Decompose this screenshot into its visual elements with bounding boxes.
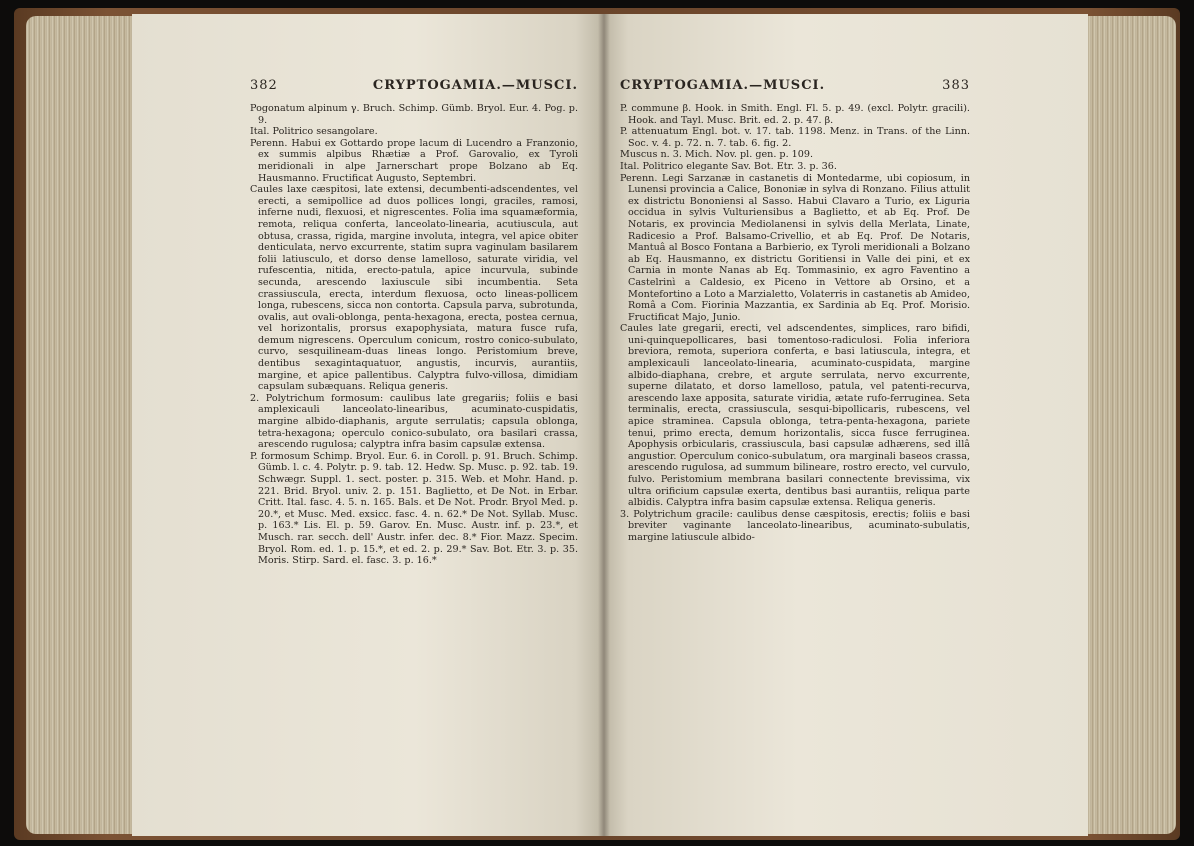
paragraph: Pogonatum alpinum γ. Bruch. Schimp. Gümb. Bryol. Eur. 4. Pog. p. 9. — [250, 103, 578, 126]
left-running-head — [250, 78, 578, 93]
right-body-text — [620, 103, 970, 544]
paragraph: Perenn. Legi Sarzanæ in castanetis di Montedarme, ubi copiosum, in Lunensi provincia a Calice, Bononiæ in sylva di Ronzano. Filius attulit ex districtu Bononiensi al Sasso. Habui Clavaro a Turio, ex Liguria occidua in sylvis Vulturiensibus a Baglietto, et ab Eq. Prof. De Notaris, ex provincia Mediolanensi in sylvis della Merlata, Linate, Radicesio a Prof. Balsamo-Crivellio, et ab Eq. Prof. De Notaris, Mantuâ al Bosco Fontana a Barbierio, ex Tyroli meridionali a Bolzano ab Eq. Hausmanno, ex districtu Goritiensi in Valle dei pini, et ex Carnia in monte Nanas ab Eq. Tommasinio, ex agro Faventino a Castelrinì a Caldesio, ex Piceno in Vettore ab Orsino, et a Montefortino a Loto a Marzialetto, Volaterris in castanetis ab Amideo, Româ a Com. Fiorinia Mazzantia, ex Sardinia ab Eq. Prof. Morisio. Fructificat Majo, Junio. — [620, 172, 970, 323]
left-body-text — [250, 103, 578, 567]
paragraph: Ital. Politrico sesangolare. — [250, 126, 378, 138]
right-page-number: 383 — [942, 78, 970, 93]
paragraph: 3. Polytrichum gracile: caulibus dense cæspitosis, erectis; foliis e basi breviter vaginante lanceolato-linearibus, acuminato-subulatis, margine latiuscule albido- — [620, 508, 970, 543]
paragraph: P. commune β. Hook. in Smith. Engl. Fl. 5. p. 49. (excl. Polytr. gracili). Hook. and Tayl. Musc. Brit. ed. 2. p. 47. β. — [620, 103, 970, 126]
right-page — [604, 14, 1088, 836]
page-edges-left — [26, 16, 138, 834]
page-edges-right — [1086, 16, 1176, 834]
paragraph: 2. Polytrichum formosum: caulibus late gregariis; foliis e basi amplexicauli lanceolato-linearibus, acuminato-cuspidatis, margine albido-diaphanis, argute serrulatis; capsula oblonga, tetra-hexagona; operculo conico-subulato, ora basilari crassa, arescendo rugulosa; calyptra infra basim capsulæ extensa. — [250, 392, 578, 451]
right-running-title: CRYPTOGAMIA.—MUSCI. — [620, 78, 826, 93]
paragraph: Caules laxe cæspitosi, late extensi, decumbenti-adscendentes, vel erecti, a semipollice ad duos pollices longi, graciles, ramosi, inferne nudi, flexuosi, et nigrescentes. Folia ima squamæformia, remota, reliqua conferta, lanceolato-linearia, acutiuscula, aut obtusa, crassa, rigida, margine involuta, integra, vel apice obiter denticulata, nervo excurrente, statim supra vaginulam basilarem folii latiusculo, et dorso dense lamelloso, saturate viridia, vel rufescentia, nitida, erecto-patula, apice incurvula, subinde secunda, arescendo laxiuscule sibi incumbentia. Seta crassiuscula, erecta, interdum flexuosa, octo lineas-pollicem longa, rubescens, sicca non contorta. Capsula parva, subrotunda, ovalis, aut ovali-oblonga, penta-hexagona, erecta, postea cernua, vel horizontalis, prorsus exapophysiata, matura fusce rufa, demum nigrescens. Operculum conicum, rostro conico-subulato, curvo, sesquilineam-duas lineas longo. Peristomium breve, dentibus sexagintaquatuor, angustis, incurvis, aurantiis, margine, et apice pallentibus. Calyptra fulvo-villosa, dimidiam capsulam subæquans. Reliqua generis. — [250, 184, 578, 393]
book-gutter — [598, 14, 610, 836]
left-page-number: 382 — [250, 78, 278, 93]
left-running-title: CRYPTOGAMIA.—MUSCI. — [372, 78, 578, 93]
paragraph: P. formosum Schimp. Bryol. Eur. 6. in Coroll. p. 91. Bruch. Schimp. Gümb. l. c. 4. Polytr. p. 9. tab. 12. Hedw. Sp. Musc. p. 92. tab. 19. Schwægr. Suppl. 1. sect. poster. p. 315. Web. et Mohr. Hand. p. 221. Brid. Bryol. univ. 2. p. 151. Baglietto, et De Not. in Erbar. Critt. Ital. fasc. 4. 5. n. 165. Bals. et De Not. Prodr. Bryol Med. p. 20.*, et Musc. Med. exsicc. fasc. 4. n. 62.* De Not. Syllab. Musc. p. 163.* Lis. El. p. 59. Garov. En. Musc. Austr. inf. p. 23.*, et Musch. rar. secch. dell' Austr. infer. dec. 8.* Fior. Mazz. Specim. Bryol. Rom. ed. 1. p. 15.*, et ed. 2. p. 29.* Sav. Bot. Etr. 3. p. 35. Moris. Stirp. Sard. el. fasc. 3. p. 16.* — [250, 450, 578, 567]
left-page — [132, 14, 604, 836]
right-running-head — [620, 78, 970, 93]
paragraph: Perenn. Habui ex Gottardo prope lacum di Lucendro a Franzonio, ex summis alpibus Rhætiæ a Prof. Garovalio, ex Tyroli meridionali in alpe Jarnerschart prope Bolzano ab Eq. Hausmanno. Fructificat Augusto, Septembri. — [250, 137, 578, 184]
paragraph: Caules late gregarii, erecti, vel adscendentes, simplices, raro bifidi, uni-quinquepollicares, basi tomentoso-radiculosi. Folia inferiora breviora, remota, superiora conferta, e basi latiuscula, integra, et amplexicauli lanceolato-linearia, acuminato-cuspidata, margine albido-diaphana, crebre, et argute serrulata, nervo excurrente, superne dilatato, et dorso lamelloso, patula, vel patenti-recurva, arescendo laxe apposita, saturate viridia, ætate rufo-ferruginea. Seta terminalis, erecta, crassiuscula, sesqui-bipollicaris, rubescens, vel apice straminea. Capsula oblonga, tetra-penta-hexagona, pariete tenui, primo erecta, demum horizontalis, sicca fusce ferruginea. Apophysis orbicularis, crassiuscula, basi capsulæ adhærens, sed illâ angustior. Operculum conico-subulatum, ora marginali baseos crassa, arescendo rugulosa, ad summum bilineare, rostro erecto, vel curvulo, fulvo. Peristomium membrana basilari connectente brevissima, vix ultra orificium capsulæ exerta, dentibus basi aurantiis, reliqua parte albidis. Calyptra infra basim capsulæ extensa. Reliqua generis. — [620, 323, 970, 509]
paragraph: Ital. Politrico elegante Sav. Bot. Etr. 3. p. 36. — [620, 160, 837, 172]
paragraph: P. attenuatum Engl. bot. v. 17. tab. 1198. Menz. in Trans. of the Linn. Soc. v. 4. p. 72. n. 7. tab. 6. fig. 2. — [620, 126, 970, 149]
paragraph: Muscus n. 3. Mich. Nov. pl. gen. p. 109. — [620, 149, 814, 161]
